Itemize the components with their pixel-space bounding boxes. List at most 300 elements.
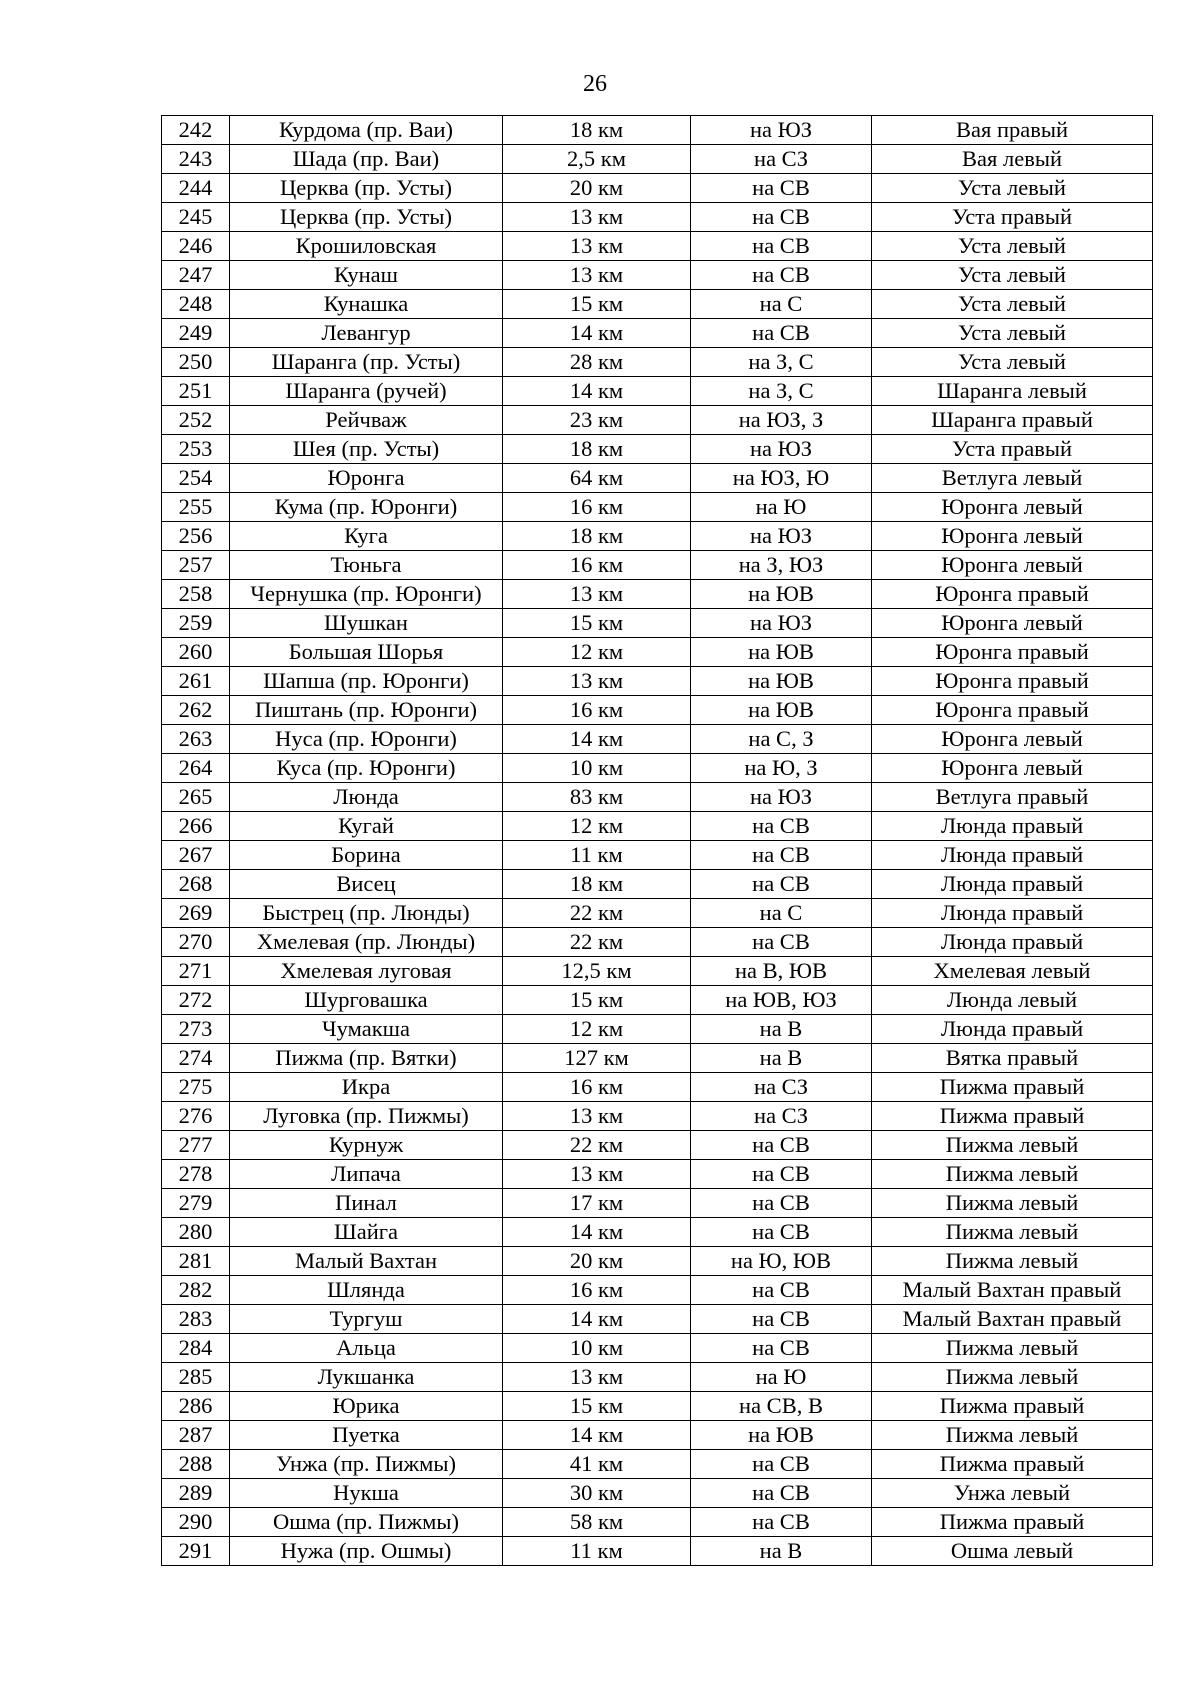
table-row bbox=[162, 1421, 1153, 1450]
direction-cell: на В bbox=[691, 1044, 872, 1073]
mouth-side-cell: Уста левый bbox=[872, 261, 1153, 290]
row-number-cell: 258 bbox=[162, 580, 230, 609]
direction-cell: на ЮЗ bbox=[691, 435, 872, 464]
row-number-cell: 242 bbox=[162, 116, 230, 145]
river-name-cell: Церква (пр. Усты) bbox=[230, 203, 503, 232]
river-name-cell: Тюньга bbox=[230, 551, 503, 580]
river-name-cell: Быстрец (пр. Люнды) bbox=[230, 899, 503, 928]
table-row bbox=[162, 261, 1153, 290]
table-row bbox=[162, 1247, 1153, 1276]
length-cell: 20 км bbox=[503, 174, 691, 203]
length-cell: 14 км bbox=[503, 1218, 691, 1247]
river-name-cell: Кума (пр. Юронги) bbox=[230, 493, 503, 522]
direction-cell: на СЗ bbox=[691, 1102, 872, 1131]
direction-cell: на СВ bbox=[691, 319, 872, 348]
table-row bbox=[162, 696, 1153, 725]
direction-cell: на СВ bbox=[691, 203, 872, 232]
length-cell: 18 км bbox=[503, 116, 691, 145]
table-row bbox=[162, 1131, 1153, 1160]
direction-cell: на ЮЗ bbox=[691, 609, 872, 638]
direction-cell: на В bbox=[691, 1537, 872, 1566]
length-cell: 15 км bbox=[503, 290, 691, 319]
row-number-cell: 268 bbox=[162, 870, 230, 899]
mouth-side-cell: Пижма правый bbox=[872, 1073, 1153, 1102]
mouth-side-cell: Люнда правый bbox=[872, 928, 1153, 957]
mouth-side-cell: Люнда левый bbox=[872, 986, 1153, 1015]
row-number-cell: 271 bbox=[162, 957, 230, 986]
length-cell: 11 км bbox=[503, 1537, 691, 1566]
table-row bbox=[162, 1044, 1153, 1073]
table-row bbox=[162, 638, 1153, 667]
table-row bbox=[162, 290, 1153, 319]
length-cell: 23 км bbox=[503, 406, 691, 435]
direction-cell: на СВ bbox=[691, 1218, 872, 1247]
mouth-side-cell: Юронга правый bbox=[872, 580, 1153, 609]
direction-cell: на СВ bbox=[691, 1508, 872, 1537]
length-cell: 13 км bbox=[503, 580, 691, 609]
table-row bbox=[162, 986, 1153, 1015]
row-number-cell: 278 bbox=[162, 1160, 230, 1189]
length-cell: 16 км bbox=[503, 1073, 691, 1102]
river-name-cell: Шайга bbox=[230, 1218, 503, 1247]
page-number: 26 bbox=[583, 71, 607, 97]
row-number-cell: 256 bbox=[162, 522, 230, 551]
row-number-cell: 260 bbox=[162, 638, 230, 667]
river-name-cell: Тургуш bbox=[230, 1305, 503, 1334]
length-cell: 14 км bbox=[503, 1421, 691, 1450]
length-cell: 41 км bbox=[503, 1450, 691, 1479]
river-name-cell: Чумакша bbox=[230, 1015, 503, 1044]
river-name-cell: Шапша (пр. Юронги) bbox=[230, 667, 503, 696]
direction-cell: на В, ЮВ bbox=[691, 957, 872, 986]
table-row bbox=[162, 551, 1153, 580]
direction-cell: на СВ bbox=[691, 1189, 872, 1218]
mouth-side-cell: Юронга правый bbox=[872, 696, 1153, 725]
row-number-cell: 280 bbox=[162, 1218, 230, 1247]
table-row bbox=[162, 928, 1153, 957]
mouth-side-cell: Люнда правый bbox=[872, 870, 1153, 899]
row-number-cell: 291 bbox=[162, 1537, 230, 1566]
river-name-cell: Курдома (пр. Ваи) bbox=[230, 116, 503, 145]
river-name-cell: Шея (пр. Усты) bbox=[230, 435, 503, 464]
direction-cell: на Ю, З bbox=[691, 754, 872, 783]
row-number-cell: 252 bbox=[162, 406, 230, 435]
river-name-cell: Шурговашка bbox=[230, 986, 503, 1015]
mouth-side-cell: Уста левый bbox=[872, 319, 1153, 348]
river-name-cell: Кунашка bbox=[230, 290, 503, 319]
row-number-cell: 290 bbox=[162, 1508, 230, 1537]
mouth-side-cell: Юронга левый bbox=[872, 493, 1153, 522]
river-name-cell: Левангур bbox=[230, 319, 503, 348]
mouth-side-cell: Пижма левый bbox=[872, 1189, 1153, 1218]
mouth-side-cell: Ветлуга левый bbox=[872, 464, 1153, 493]
length-cell: 22 км bbox=[503, 928, 691, 957]
mouth-side-cell: Пижма левый bbox=[872, 1160, 1153, 1189]
row-number-cell: 285 bbox=[162, 1363, 230, 1392]
river-name-cell: Нукша bbox=[230, 1479, 503, 1508]
mouth-side-cell: Унжа левый bbox=[872, 1479, 1153, 1508]
row-number-cell: 279 bbox=[162, 1189, 230, 1218]
row-number-cell: 263 bbox=[162, 725, 230, 754]
row-number-cell: 243 bbox=[162, 145, 230, 174]
length-cell: 14 км bbox=[503, 377, 691, 406]
table-row bbox=[162, 1363, 1153, 1392]
river-name-cell: Пиштань (пр. Юронги) bbox=[230, 696, 503, 725]
mouth-side-cell: Уста правый bbox=[872, 203, 1153, 232]
mouth-side-cell: Юронга правый bbox=[872, 638, 1153, 667]
direction-cell: на СВ bbox=[691, 1160, 872, 1189]
river-name-cell: Луговка (пр. Пижмы) bbox=[230, 1102, 503, 1131]
length-cell: 15 км bbox=[503, 609, 691, 638]
length-cell: 13 км bbox=[503, 667, 691, 696]
mouth-side-cell: Пижма левый bbox=[872, 1334, 1153, 1363]
length-cell: 13 км bbox=[503, 1160, 691, 1189]
river-name-cell: Висец bbox=[230, 870, 503, 899]
row-number-cell: 288 bbox=[162, 1450, 230, 1479]
row-number-cell: 255 bbox=[162, 493, 230, 522]
river-name-cell: Пуетка bbox=[230, 1421, 503, 1450]
direction-cell: на С, З bbox=[691, 725, 872, 754]
river-name-cell: Малый Вахтан bbox=[230, 1247, 503, 1276]
mouth-side-cell: Люнда правый bbox=[872, 899, 1153, 928]
table-row bbox=[162, 754, 1153, 783]
mouth-side-cell: Уста левый bbox=[872, 174, 1153, 203]
row-number-cell: 257 bbox=[162, 551, 230, 580]
length-cell: 15 км bbox=[503, 1392, 691, 1421]
table-row bbox=[162, 116, 1153, 145]
mouth-side-cell: Люнда правый bbox=[872, 1015, 1153, 1044]
river-name-cell: Шада (пр. Ваи) bbox=[230, 145, 503, 174]
river-name-cell: Куга bbox=[230, 522, 503, 551]
mouth-side-cell: Пижма левый bbox=[872, 1218, 1153, 1247]
direction-cell: на СВ bbox=[691, 1276, 872, 1305]
direction-cell: на ЮВ bbox=[691, 638, 872, 667]
row-number-cell: 284 bbox=[162, 1334, 230, 1363]
length-cell: 14 км bbox=[503, 1305, 691, 1334]
river-name-cell: Шушкан bbox=[230, 609, 503, 638]
direction-cell: на Ю, ЮВ bbox=[691, 1247, 872, 1276]
table-row bbox=[162, 174, 1153, 203]
length-cell: 12,5 км bbox=[503, 957, 691, 986]
table-row bbox=[162, 522, 1153, 551]
mouth-side-cell: Шаранга левый bbox=[872, 377, 1153, 406]
length-cell: 13 км bbox=[503, 261, 691, 290]
direction-cell: на ЮВ bbox=[691, 696, 872, 725]
row-number-cell: 270 bbox=[162, 928, 230, 957]
table-row bbox=[162, 1479, 1153, 1508]
length-cell: 18 км bbox=[503, 435, 691, 464]
direction-cell: на СВ bbox=[691, 174, 872, 203]
mouth-side-cell: Вая правый bbox=[872, 116, 1153, 145]
table-row bbox=[162, 1450, 1153, 1479]
length-cell: 13 км bbox=[503, 1102, 691, 1131]
row-number-cell: 245 bbox=[162, 203, 230, 232]
rivers-table-body bbox=[162, 116, 1153, 1566]
mouth-side-cell: Юронга левый bbox=[872, 551, 1153, 580]
direction-cell: на З, С bbox=[691, 377, 872, 406]
table-row bbox=[162, 377, 1153, 406]
river-name-cell: Липача bbox=[230, 1160, 503, 1189]
mouth-side-cell: Пижма левый bbox=[872, 1131, 1153, 1160]
river-name-cell: Ошма (пр. Пижмы) bbox=[230, 1508, 503, 1537]
length-cell: 64 км bbox=[503, 464, 691, 493]
length-cell: 13 км bbox=[503, 232, 691, 261]
rivers-table bbox=[161, 115, 1153, 1566]
mouth-side-cell: Вая левый bbox=[872, 145, 1153, 174]
direction-cell: на З, С bbox=[691, 348, 872, 377]
table-row bbox=[162, 957, 1153, 986]
table-row bbox=[162, 870, 1153, 899]
row-number-cell: 287 bbox=[162, 1421, 230, 1450]
river-name-cell: Икра bbox=[230, 1073, 503, 1102]
length-cell: 12 км bbox=[503, 1015, 691, 1044]
direction-cell: на СВ bbox=[691, 261, 872, 290]
row-number-cell: 249 bbox=[162, 319, 230, 348]
mouth-side-cell: Пижма левый bbox=[872, 1247, 1153, 1276]
table-row bbox=[162, 1392, 1153, 1421]
river-name-cell: Хмелевая луговая bbox=[230, 957, 503, 986]
river-name-cell: Борина bbox=[230, 841, 503, 870]
mouth-side-cell: Юронга правый bbox=[872, 667, 1153, 696]
length-cell: 127 км bbox=[503, 1044, 691, 1073]
direction-cell: на С bbox=[691, 899, 872, 928]
mouth-side-cell: Шаранга правый bbox=[872, 406, 1153, 435]
row-number-cell: 248 bbox=[162, 290, 230, 319]
direction-cell: на СВ bbox=[691, 841, 872, 870]
length-cell: 16 км bbox=[503, 551, 691, 580]
row-number-cell: 246 bbox=[162, 232, 230, 261]
river-name-cell: Шлянда bbox=[230, 1276, 503, 1305]
mouth-side-cell: Юронга левый bbox=[872, 522, 1153, 551]
row-number-cell: 250 bbox=[162, 348, 230, 377]
direction-cell: на В bbox=[691, 1015, 872, 1044]
river-name-cell: Пинал bbox=[230, 1189, 503, 1218]
row-number-cell: 264 bbox=[162, 754, 230, 783]
mouth-side-cell: Люнда правый bbox=[872, 841, 1153, 870]
row-number-cell: 262 bbox=[162, 696, 230, 725]
mouth-side-cell: Пижма левый bbox=[872, 1363, 1153, 1392]
river-name-cell: Курнуж bbox=[230, 1131, 503, 1160]
table-row bbox=[162, 783, 1153, 812]
direction-cell: на ЮВ bbox=[691, 1421, 872, 1450]
table-row bbox=[162, 899, 1153, 928]
length-cell: 22 км bbox=[503, 899, 691, 928]
direction-cell: на ЮВ bbox=[691, 580, 872, 609]
table-row bbox=[162, 493, 1153, 522]
length-cell: 13 км bbox=[503, 1363, 691, 1392]
river-name-cell: Крошиловская bbox=[230, 232, 503, 261]
length-cell: 10 км bbox=[503, 754, 691, 783]
direction-cell: на СВ bbox=[691, 1334, 872, 1363]
length-cell: 20 км bbox=[503, 1247, 691, 1276]
river-name-cell: Шаранга (ручей) bbox=[230, 377, 503, 406]
table-row bbox=[162, 1508, 1153, 1537]
row-number-cell: 283 bbox=[162, 1305, 230, 1334]
length-cell: 14 км bbox=[503, 725, 691, 754]
direction-cell: на СВ bbox=[691, 928, 872, 957]
row-number-cell: 253 bbox=[162, 435, 230, 464]
direction-cell: на ЮЗ bbox=[691, 783, 872, 812]
river-name-cell: Нуса (пр. Юронги) bbox=[230, 725, 503, 754]
row-number-cell: 282 bbox=[162, 1276, 230, 1305]
direction-cell: на С bbox=[691, 290, 872, 319]
table-row bbox=[162, 464, 1153, 493]
row-number-cell: 281 bbox=[162, 1247, 230, 1276]
table-row bbox=[162, 435, 1153, 464]
table-row bbox=[162, 232, 1153, 261]
row-number-cell: 244 bbox=[162, 174, 230, 203]
table-row bbox=[162, 1305, 1153, 1334]
length-cell: 10 км bbox=[503, 1334, 691, 1363]
row-number-cell: 277 bbox=[162, 1131, 230, 1160]
length-cell: 11 км bbox=[503, 841, 691, 870]
river-name-cell: Шаранга (пр. Усты) bbox=[230, 348, 503, 377]
river-name-cell: Унжа (пр. Пижмы) bbox=[230, 1450, 503, 1479]
river-name-cell: Пижма (пр. Вятки) bbox=[230, 1044, 503, 1073]
river-name-cell: Куса (пр. Юронги) bbox=[230, 754, 503, 783]
length-cell: 30 км bbox=[503, 1479, 691, 1508]
length-cell: 13 км bbox=[503, 203, 691, 232]
direction-cell: на СВ bbox=[691, 1450, 872, 1479]
table-row bbox=[162, 580, 1153, 609]
direction-cell: на ЮЗ bbox=[691, 522, 872, 551]
mouth-side-cell: Юронга левый bbox=[872, 754, 1153, 783]
row-number-cell: 289 bbox=[162, 1479, 230, 1508]
mouth-side-cell: Малый Вахтан правый bbox=[872, 1276, 1153, 1305]
direction-cell: на СВ bbox=[691, 1131, 872, 1160]
length-cell: 18 км bbox=[503, 870, 691, 899]
mouth-side-cell: Малый Вахтан правый bbox=[872, 1305, 1153, 1334]
table-row bbox=[162, 1073, 1153, 1102]
direction-cell: на СЗ bbox=[691, 145, 872, 174]
table-row bbox=[162, 812, 1153, 841]
row-number-cell: 266 bbox=[162, 812, 230, 841]
row-number-cell: 269 bbox=[162, 899, 230, 928]
river-name-cell: Нужа (пр. Ошмы) bbox=[230, 1537, 503, 1566]
length-cell: 16 км bbox=[503, 1276, 691, 1305]
row-number-cell: 276 bbox=[162, 1102, 230, 1131]
row-number-cell: 275 bbox=[162, 1073, 230, 1102]
river-name-cell: Чернушка (пр. Юронги) bbox=[230, 580, 503, 609]
river-name-cell: Альца bbox=[230, 1334, 503, 1363]
table-row bbox=[162, 203, 1153, 232]
row-number-cell: 267 bbox=[162, 841, 230, 870]
mouth-side-cell: Юронга левый bbox=[872, 609, 1153, 638]
river-name-cell: Юрика bbox=[230, 1392, 503, 1421]
row-number-cell: 265 bbox=[162, 783, 230, 812]
table-row bbox=[162, 667, 1153, 696]
mouth-side-cell: Пижма левый bbox=[872, 1421, 1153, 1450]
row-number-cell: 259 bbox=[162, 609, 230, 638]
river-name-cell: Люнда bbox=[230, 783, 503, 812]
table-row bbox=[162, 841, 1153, 870]
table-row bbox=[162, 1189, 1153, 1218]
length-cell: 12 км bbox=[503, 812, 691, 841]
length-cell: 22 км bbox=[503, 1131, 691, 1160]
mouth-side-cell: Вятка правый bbox=[872, 1044, 1153, 1073]
table-row bbox=[162, 1015, 1153, 1044]
direction-cell: на СВ bbox=[691, 232, 872, 261]
mouth-side-cell: Пижма правый bbox=[872, 1392, 1153, 1421]
length-cell: 2,5 км bbox=[503, 145, 691, 174]
mouth-side-cell: Пижма правый bbox=[872, 1102, 1153, 1131]
mouth-side-cell: Уста правый bbox=[872, 435, 1153, 464]
river-name-cell: Рейчваж bbox=[230, 406, 503, 435]
row-number-cell: 251 bbox=[162, 377, 230, 406]
row-number-cell: 273 bbox=[162, 1015, 230, 1044]
table-row bbox=[162, 319, 1153, 348]
direction-cell: на Ю bbox=[691, 493, 872, 522]
direction-cell: на ЮВ bbox=[691, 667, 872, 696]
direction-cell: на Ю bbox=[691, 1363, 872, 1392]
river-name-cell: Церква (пр. Усты) bbox=[230, 174, 503, 203]
length-cell: 14 км bbox=[503, 319, 691, 348]
length-cell: 58 км bbox=[503, 1508, 691, 1537]
mouth-side-cell: Уста левый bbox=[872, 232, 1153, 261]
mouth-side-cell: Люнда правый bbox=[872, 812, 1153, 841]
direction-cell: на СЗ bbox=[691, 1073, 872, 1102]
river-name-cell: Хмелевая (пр. Люнды) bbox=[230, 928, 503, 957]
river-name-cell: Юронга bbox=[230, 464, 503, 493]
direction-cell: на ЮЗ, З bbox=[691, 406, 872, 435]
mouth-side-cell: Ветлуга правый bbox=[872, 783, 1153, 812]
direction-cell: на З, ЮЗ bbox=[691, 551, 872, 580]
direction-cell: на СВ bbox=[691, 812, 872, 841]
table-row bbox=[162, 1102, 1153, 1131]
direction-cell: на СВ, В bbox=[691, 1392, 872, 1421]
length-cell: 16 км bbox=[503, 493, 691, 522]
direction-cell: на СВ bbox=[691, 870, 872, 899]
length-cell: 16 км bbox=[503, 696, 691, 725]
table-row bbox=[162, 1276, 1153, 1305]
table-row bbox=[162, 1160, 1153, 1189]
mouth-side-cell: Хмелевая левый bbox=[872, 957, 1153, 986]
mouth-side-cell: Ошма левый bbox=[872, 1537, 1153, 1566]
direction-cell: на СВ bbox=[691, 1305, 872, 1334]
river-name-cell: Большая Шорья bbox=[230, 638, 503, 667]
row-number-cell: 247 bbox=[162, 261, 230, 290]
direction-cell: на ЮВ, ЮЗ bbox=[691, 986, 872, 1015]
table-row bbox=[162, 348, 1153, 377]
table-row bbox=[162, 1218, 1153, 1247]
table-row bbox=[162, 145, 1153, 174]
direction-cell: на ЮЗ, Ю bbox=[691, 464, 872, 493]
table-row bbox=[162, 609, 1153, 638]
mouth-side-cell: Юронга левый bbox=[872, 725, 1153, 754]
length-cell: 12 км bbox=[503, 638, 691, 667]
length-cell: 15 км bbox=[503, 986, 691, 1015]
length-cell: 83 км bbox=[503, 783, 691, 812]
row-number-cell: 272 bbox=[162, 986, 230, 1015]
river-name-cell: Кунаш bbox=[230, 261, 503, 290]
river-name-cell: Лукшанка bbox=[230, 1363, 503, 1392]
mouth-side-cell: Пижма правый bbox=[872, 1450, 1153, 1479]
length-cell: 18 км bbox=[503, 522, 691, 551]
direction-cell: на ЮЗ bbox=[691, 116, 872, 145]
length-cell: 17 км bbox=[503, 1189, 691, 1218]
row-number-cell: 286 bbox=[162, 1392, 230, 1421]
row-number-cell: 261 bbox=[162, 667, 230, 696]
table-row bbox=[162, 725, 1153, 754]
row-number-cell: 274 bbox=[162, 1044, 230, 1073]
mouth-side-cell: Пижма правый bbox=[872, 1508, 1153, 1537]
row-number-cell: 254 bbox=[162, 464, 230, 493]
table-row bbox=[162, 406, 1153, 435]
table-row bbox=[162, 1334, 1153, 1363]
river-name-cell: Кугай bbox=[230, 812, 503, 841]
length-cell: 28 км bbox=[503, 348, 691, 377]
mouth-side-cell: Уста левый bbox=[872, 290, 1153, 319]
